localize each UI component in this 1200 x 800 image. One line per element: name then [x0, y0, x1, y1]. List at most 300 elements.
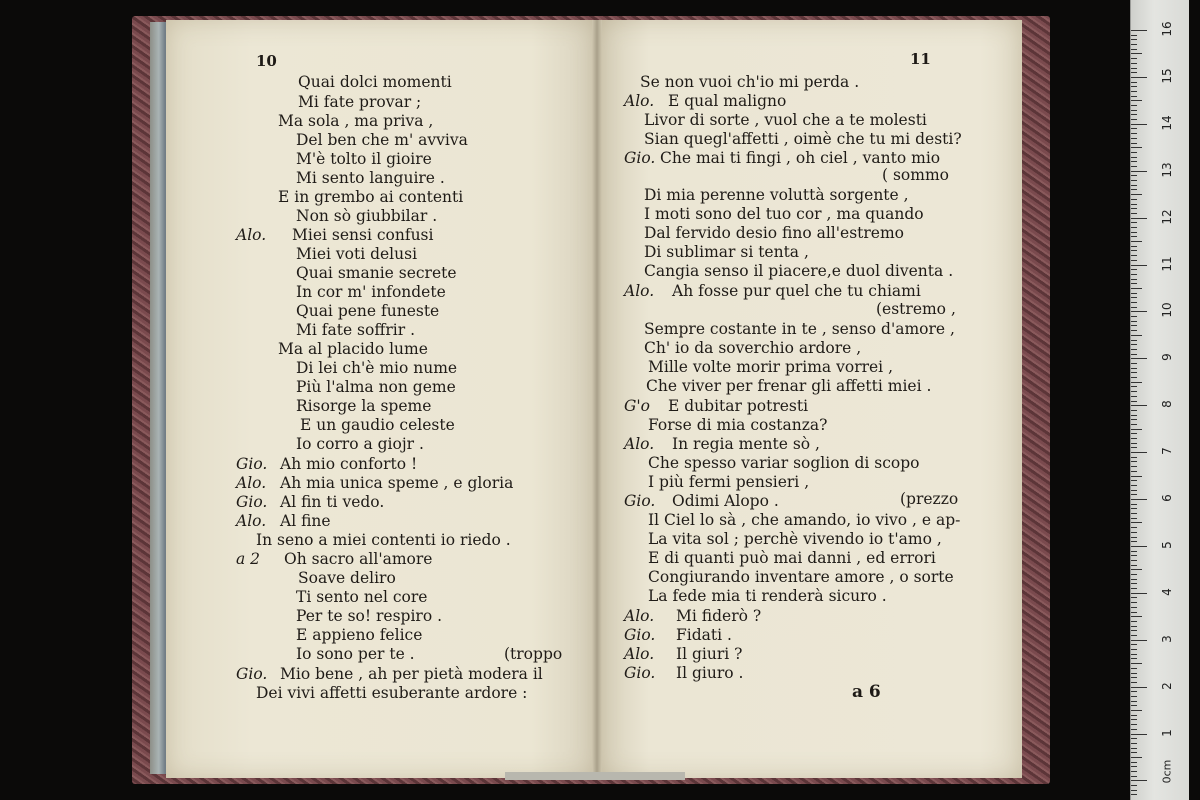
ruler-tick	[1131, 391, 1137, 392]
line-text: Ma al placido lume	[278, 340, 428, 358]
ruler-tick	[1131, 616, 1142, 617]
line-text: Più l'alma non geme	[296, 378, 456, 396]
ruler-tick	[1131, 565, 1137, 566]
line-text: (troppo	[504, 645, 563, 663]
speaker-label: Alo.	[236, 474, 267, 492]
speaker-label: G'o	[624, 397, 650, 415]
ruler-tick	[1131, 569, 1142, 570]
text-line	[648, 454, 920, 473]
ruler-tick	[1131, 757, 1142, 758]
line-text: Fidati .	[676, 626, 732, 644]
ruler-tick	[1131, 218, 1147, 219]
ruler-tick	[1131, 743, 1137, 744]
text-line	[624, 626, 732, 645]
ruler-tick	[1131, 654, 1137, 655]
line-text: In regia mente sò ,	[672, 435, 820, 453]
ruler-tick	[1131, 701, 1137, 702]
ruler-tick	[1131, 194, 1142, 195]
text-line	[624, 435, 820, 454]
line-text: Io corro a giojr .	[296, 435, 424, 453]
ruler-number: 7	[1160, 447, 1174, 455]
ruler-tick	[1131, 152, 1137, 153]
ruler-tick	[1131, 236, 1137, 237]
ruler-tick	[1131, 790, 1137, 791]
ruler-tick	[1131, 621, 1137, 622]
line-text: Al fine	[280, 512, 331, 530]
text-line	[624, 645, 743, 664]
ruler-tick	[1131, 649, 1137, 650]
ruler-tick	[1131, 138, 1137, 139]
ruler-tick	[1131, 372, 1137, 373]
line-text: Mille volte morir prima vorrei ,	[648, 358, 893, 376]
ruler-tick	[1131, 208, 1137, 209]
ruler-tick	[1131, 522, 1142, 523]
speaker-label: Gio.	[236, 665, 268, 683]
ruler-tick	[1131, 640, 1147, 641]
text-line	[236, 550, 433, 569]
ruler-tick	[1131, 68, 1137, 69]
line-text: Forse di mia costanza?	[648, 416, 828, 434]
text-line	[644, 339, 861, 358]
ruler-tick	[1131, 429, 1142, 430]
line-text: Quai smanie secrete	[296, 264, 457, 282]
line-text: Miei voti delusi	[296, 245, 418, 263]
ruler-tick	[1131, 143, 1137, 144]
ruler-tick	[1131, 39, 1137, 40]
line-text: Il giuro .	[676, 664, 744, 682]
ruler-tick	[1131, 518, 1137, 519]
text-line	[644, 243, 809, 262]
ruler-tick	[1131, 91, 1137, 92]
line-text: Se non vuoi ch'io mi perda .	[640, 73, 860, 91]
speaker-label: Alo.	[624, 92, 655, 110]
ruler-tick	[1131, 663, 1142, 664]
ruler-tick	[1131, 260, 1137, 261]
ruler-tick	[1131, 555, 1137, 556]
ruler-tick	[1131, 588, 1137, 589]
text-line	[278, 112, 433, 131]
line-text: Di mia perenne voluttà sorgente ,	[644, 186, 909, 204]
ruler-tick	[1131, 752, 1137, 753]
line-text: E di quanti può mai danni , ed errori	[648, 549, 936, 567]
line-text: Dal fervido desio fino all'estremo	[644, 224, 904, 242]
ruler-number: 11	[1160, 255, 1174, 272]
line-text: Ah fosse pur quel che tu chiami	[672, 282, 921, 300]
ruler-tick	[1131, 560, 1137, 561]
ruler-tick	[1131, 461, 1137, 462]
text-line	[296, 169, 445, 188]
ruler-tick	[1131, 335, 1142, 336]
ruler-tick	[1131, 644, 1137, 645]
text-line	[644, 111, 927, 130]
text-line	[278, 188, 463, 207]
ruler-tick	[1131, 344, 1137, 345]
speaker-label: Alo.	[236, 512, 267, 530]
line-text: M'è tolto il gioire	[296, 150, 432, 168]
ruler-tick	[1131, 180, 1137, 181]
ruler-tick	[1131, 447, 1137, 448]
ruler-tick	[1131, 297, 1137, 298]
line-text: E qual maligno	[668, 92, 787, 110]
line-text: (prezzo	[900, 490, 959, 508]
text-line	[640, 73, 859, 92]
ruler-tick	[1131, 82, 1137, 83]
ruler-tick	[1131, 729, 1137, 730]
ruler-tick	[1131, 494, 1137, 495]
ruler-tick	[1131, 232, 1137, 233]
ruler-tick	[1131, 485, 1137, 486]
ruler-tick	[1131, 602, 1137, 603]
ruler-tick	[1131, 105, 1137, 106]
line-text: (estremo ,	[876, 300, 956, 318]
ruler-tick	[1131, 358, 1147, 359]
text-line	[296, 645, 415, 664]
text-line	[300, 416, 455, 435]
text-line	[644, 205, 924, 224]
ruler-number: 15	[1160, 68, 1174, 84]
measuring-ruler	[1130, 0, 1189, 800]
ruler-tick	[1131, 100, 1142, 101]
speaker-label: Alo.	[236, 226, 267, 244]
signature-mark: a 6	[852, 682, 881, 702]
ruler-tick	[1131, 513, 1137, 514]
line-text: Che viver per frenar gli affetti miei .	[646, 377, 932, 395]
text-line	[296, 283, 446, 302]
text-line	[296, 607, 442, 626]
ruler-tick	[1131, 311, 1147, 312]
text-line	[296, 378, 456, 397]
ruler-tick	[1131, 719, 1137, 720]
text-line	[296, 359, 457, 378]
ruler-tick	[1131, 635, 1137, 636]
ruler-number: 4	[1160, 587, 1174, 596]
line-text: Sempre costante in te , senso d'amore ,	[644, 320, 955, 338]
line-text: In seno a miei contenti io riedo .	[256, 531, 511, 549]
ruler-tick	[1131, 354, 1137, 355]
ruler-tick	[1131, 766, 1137, 767]
line-text: Ma sola , ma priva ,	[278, 112, 434, 130]
ruler-tick	[1131, 377, 1137, 378]
text-line	[296, 150, 432, 169]
ruler-tick	[1131, 185, 1137, 186]
line-text: Non sò giubbilar .	[296, 207, 438, 225]
ruler-tick	[1131, 222, 1137, 223]
text-line	[624, 492, 779, 511]
ruler-tick	[1131, 124, 1147, 125]
ruler-tick	[1131, 419, 1137, 420]
ruler-tick	[1131, 246, 1137, 247]
text-line	[296, 588, 427, 607]
ruler-tick	[1131, 128, 1137, 129]
ruler-tick	[1131, 166, 1137, 167]
ruler-tick	[1131, 330, 1137, 331]
speaker-label: Alo.	[624, 645, 655, 663]
ruler-tick	[1131, 227, 1137, 228]
text-line	[648, 511, 960, 530]
ruler-tick	[1131, 612, 1137, 613]
ruler-tick	[1131, 405, 1147, 406]
text-line	[236, 226, 434, 245]
text-line	[648, 416, 827, 435]
line-text: Io sono per te .	[296, 645, 415, 663]
ruler-tick	[1131, 780, 1147, 781]
ruler-tick	[1131, 471, 1137, 472]
ruler-tick	[1131, 63, 1137, 64]
speaker-label: Gio.	[624, 664, 656, 682]
text-line	[298, 93, 421, 112]
text-line	[900, 490, 958, 509]
line-text: Ah mia unica speme , e gloria	[280, 474, 514, 492]
ruler-tick	[1131, 705, 1137, 706]
ruler-unit: 0cm	[1160, 759, 1174, 784]
text-line	[644, 186, 909, 205]
text-line	[236, 455, 418, 474]
line-text: Del ben che m' avviva	[296, 131, 468, 149]
text-line	[296, 207, 437, 226]
line-text: Di sublimar si tenta ,	[644, 243, 809, 261]
ruler-tick	[1131, 626, 1137, 627]
ruler-tick	[1131, 396, 1137, 397]
ruler-tick	[1131, 490, 1137, 491]
ruler-tick	[1131, 551, 1137, 552]
ruler-tick	[1131, 204, 1137, 205]
speaker-label: Gio.	[624, 626, 656, 644]
line-text: E appieno felice	[296, 626, 423, 644]
ruler-tick	[1131, 171, 1147, 172]
text-line	[236, 665, 543, 684]
ruler-tick	[1131, 668, 1137, 669]
line-text: I moti sono del tuo cor , ma quando	[644, 205, 924, 223]
line-text: Il giuri ?	[676, 645, 743, 663]
ruler-tick	[1131, 147, 1142, 148]
ruler-tick	[1131, 504, 1137, 505]
text-line	[644, 262, 953, 281]
ruler-tick	[1131, 157, 1137, 158]
book-gutter	[592, 20, 602, 778]
ruler-tick	[1131, 307, 1137, 308]
line-text: I più fermi pensieri ,	[648, 473, 810, 491]
ruler-tick	[1131, 424, 1137, 425]
ruler-tick	[1131, 114, 1137, 115]
ruler-tick	[1131, 776, 1137, 777]
ruler-tick	[1131, 96, 1137, 97]
ruler-tick	[1131, 607, 1137, 608]
ruler-tick	[1131, 133, 1137, 134]
ruler-tick	[1131, 58, 1137, 59]
text-line	[256, 531, 511, 550]
ruler-tick	[1131, 30, 1147, 31]
text-line	[648, 473, 809, 492]
text-line	[624, 397, 809, 416]
text-line	[504, 645, 562, 664]
ruler-number: 12	[1160, 208, 1174, 225]
line-text: Ch' io da soverchio ardore ,	[644, 339, 862, 357]
line-text: Ti sento nel core	[296, 588, 428, 606]
text-line	[296, 131, 468, 150]
ruler-tick	[1131, 710, 1142, 711]
line-text: Che mai ti fingi , oh ciel , vanto mio	[660, 149, 941, 167]
ruler-number: 3	[1160, 634, 1174, 643]
text-line	[296, 245, 417, 264]
line-text: ( sommo	[882, 166, 949, 184]
text-line	[648, 587, 887, 606]
ruler-tick	[1131, 438, 1137, 439]
ruler-number: 1	[1160, 728, 1174, 737]
ruler-tick	[1131, 255, 1137, 256]
ruler-number: 8	[1160, 400, 1174, 409]
ruler-tick	[1131, 527, 1137, 528]
line-text: La fede mia ti renderà sicuro .	[648, 587, 887, 605]
ruler-tick	[1131, 583, 1137, 584]
line-text: Al fin ti vedo.	[280, 493, 385, 511]
ruler-tick	[1131, 265, 1147, 266]
ruler-tick	[1131, 86, 1137, 87]
ruler-number: 9	[1160, 353, 1174, 362]
ruler-tick	[1131, 288, 1142, 289]
ruler-tick	[1131, 658, 1137, 659]
ruler-tick	[1131, 452, 1147, 453]
line-text: Di lei ch'è mio nume	[296, 359, 458, 377]
ruler-tick	[1131, 241, 1142, 242]
ruler-tick	[1131, 724, 1137, 725]
line-text: E dubitar potresti	[668, 397, 809, 415]
ruler-tick	[1131, 340, 1137, 341]
ruler-tick	[1131, 349, 1137, 350]
ruler-tick	[1131, 363, 1137, 364]
line-text: Quai pene funeste	[296, 302, 440, 320]
ruler-tick	[1131, 386, 1137, 387]
ruler-tick	[1131, 748, 1137, 749]
text-line	[296, 321, 415, 340]
ruler-tick	[1131, 579, 1137, 580]
line-text: Mi sento languire .	[296, 169, 445, 187]
ruler-tick	[1131, 785, 1137, 786]
ruler-number: 2	[1160, 681, 1174, 690]
line-text: In cor m' infondete	[296, 283, 446, 301]
ruler-tick	[1131, 316, 1137, 317]
ruler-number: 10	[1160, 302, 1174, 319]
line-text: Odimi Alopo .	[672, 492, 779, 510]
ruler-tick	[1131, 119, 1137, 120]
speaker-label: Alo.	[624, 607, 655, 625]
text-line	[624, 92, 787, 111]
ruler-tick	[1131, 532, 1137, 533]
ruler-tick	[1131, 368, 1137, 369]
ruler-tick	[1131, 293, 1137, 294]
text-line	[648, 358, 893, 377]
line-text: Risorge la speme	[296, 397, 432, 415]
ruler-tick	[1131, 593, 1147, 594]
line-text: Sian quegl'affetti , oimè che tu mi desti?	[644, 130, 962, 148]
ruler-tick	[1131, 537, 1137, 538]
ruler-tick	[1131, 72, 1137, 73]
text-line	[298, 73, 452, 92]
ruler-tick	[1131, 687, 1147, 688]
speaker-label: Gio.	[624, 149, 656, 167]
speaker-label: a 2	[236, 550, 261, 568]
text-line	[296, 264, 457, 283]
text-line	[236, 512, 331, 531]
line-text: Ah mio conforto !	[280, 455, 418, 473]
text-line	[624, 282, 921, 301]
ruler-tick	[1131, 433, 1137, 434]
text-line	[648, 568, 954, 587]
ruler-tick	[1131, 443, 1137, 444]
ruler-tick	[1131, 597, 1137, 598]
ruler-tick	[1131, 794, 1137, 795]
ruler-tick	[1131, 274, 1137, 275]
speaker-label: Gio.	[236, 455, 268, 473]
ruler-tick	[1131, 457, 1137, 458]
ruler-tick	[1131, 682, 1137, 683]
ruler-tick	[1131, 269, 1137, 270]
ruler-tick	[1131, 691, 1137, 692]
text-line	[236, 474, 514, 493]
speaker-label: Alo.	[624, 435, 655, 453]
line-text: Cangia senso il piacere,e duol diventa .	[644, 262, 954, 280]
text-line	[296, 302, 439, 321]
text-line	[644, 320, 955, 339]
ruler-number: 13	[1160, 162, 1174, 178]
ruler-tick	[1131, 283, 1137, 284]
line-text: Mi fate provar ;	[298, 93, 422, 111]
text-line	[236, 493, 385, 512]
text-line	[278, 340, 428, 359]
ruler-tick	[1131, 250, 1137, 251]
ruler-tick	[1131, 476, 1142, 477]
line-text: La vita sol ; perchè vivendo io t'amo ,	[648, 530, 942, 548]
ruler-tick	[1131, 546, 1147, 547]
text-line	[646, 377, 931, 396]
ruler-number: 16	[1160, 21, 1174, 37]
ruler-tick	[1131, 677, 1137, 678]
line-text: Mio bene , ah per pietà modera il	[280, 665, 543, 683]
text-line	[882, 166, 949, 185]
line-text: Mi fiderò ?	[676, 607, 762, 625]
text-line	[296, 397, 431, 416]
line-text: Soave deliro	[298, 569, 396, 587]
ruler-tick	[1131, 175, 1137, 176]
line-text: Miei sensi confusi	[292, 226, 434, 244]
ruler-tick	[1131, 508, 1137, 509]
ruler-tick	[1131, 213, 1137, 214]
ruler-tick	[1131, 762, 1137, 763]
ruler-tick	[1131, 480, 1137, 481]
ruler-tick	[1131, 321, 1137, 322]
text-line	[648, 549, 936, 568]
right-page-number: 11	[910, 50, 931, 68]
line-text: Che spesso variar soglion di scopo	[648, 454, 920, 472]
line-text: Dei vivi affetti esuberante ardore :	[256, 684, 528, 702]
speaker-label: Gio.	[624, 492, 656, 510]
text-line	[648, 530, 942, 549]
ruler-tick	[1131, 738, 1137, 739]
line-text: Quai dolci momenti	[298, 73, 452, 91]
ruler-tick	[1131, 673, 1137, 674]
text-line	[644, 224, 904, 243]
text-line	[876, 300, 956, 319]
ruler-tick	[1131, 199, 1137, 200]
speaker-label: Alo.	[624, 282, 655, 300]
ruler-tick	[1131, 110, 1137, 111]
ruler-tick	[1131, 574, 1137, 575]
ruler-tick	[1131, 382, 1142, 383]
line-text: E un gaudio celeste	[300, 416, 455, 434]
line-text: Livor di sorte , vuol che a te molesti	[644, 111, 927, 129]
text-line	[644, 130, 962, 149]
ruler-tick	[1131, 189, 1137, 190]
ruler-tick	[1131, 415, 1137, 416]
